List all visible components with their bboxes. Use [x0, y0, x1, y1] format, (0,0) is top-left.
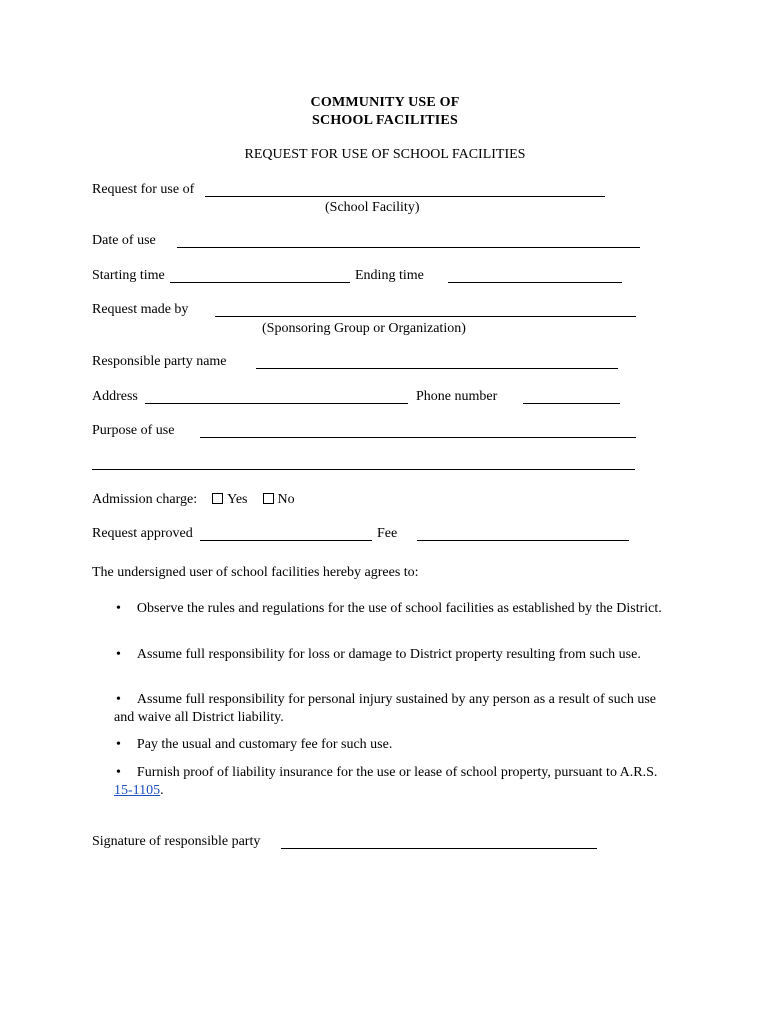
no-checkbox[interactable]: [263, 493, 274, 504]
school-facility-caption: (School Facility): [325, 200, 420, 215]
admission-label: Admission charge:: [92, 492, 198, 507]
bullet-icon: •: [116, 737, 121, 752]
bullet-icon: •: [116, 601, 121, 616]
signature-input-line[interactable]: [281, 848, 597, 849]
agreement-item-text: Furnish proof of liability insurance for the use or lease of school property, pursuant to A.R.S.: [136, 765, 658, 780]
starting-time-input-line[interactable]: [170, 282, 350, 283]
phone-input-line[interactable]: [523, 403, 620, 404]
purpose-continuation-line[interactable]: [92, 469, 635, 470]
sponsoring-caption: (Sponsoring Group or Organization): [262, 321, 466, 336]
purpose-input-line[interactable]: [200, 437, 636, 438]
request-for-use-label: Request for use of: [92, 182, 195, 197]
address-label: Address: [92, 389, 138, 404]
responsible-party-input-line[interactable]: [256, 368, 618, 369]
agreement-intro: The undersigned user of school facilities hereby agrees to:: [92, 565, 419, 580]
admission-row: [92, 491, 295, 509]
yes-label: Yes: [227, 492, 248, 507]
bullet-icon: •: [116, 765, 121, 780]
agreement-item-text: Assume full responsibility for loss or damage to District property resulting from such use.: [136, 647, 641, 662]
agreement-item-text: Observe the rules and regulations for the use of school facilities as established by the District.: [136, 601, 662, 616]
bullet-icon: •: [116, 692, 121, 707]
bullet-icon: •: [116, 647, 121, 662]
address-input-line[interactable]: [145, 403, 408, 404]
agreement-item-2: [114, 646, 674, 664]
agreement-item-1: [114, 600, 674, 618]
request-approved-input-line[interactable]: [200, 540, 372, 541]
request-made-by-input-line[interactable]: [215, 316, 636, 317]
agreement-item-text: Pay the usual and customary fee for such use.: [136, 737, 393, 752]
ending-time-label: Ending time: [355, 268, 424, 283]
form-title-line1: COMMUNITY USE OF: [310, 95, 460, 110]
date-of-use-label: Date of use: [92, 233, 156, 248]
agreement-item-text: Assume full responsibility for personal injury sustained by any person as a result of such use and waive all District liability.: [114, 692, 656, 725]
no-label: No: [277, 492, 295, 507]
agreement-item-5: [114, 764, 674, 800]
signature-label: Signature of responsible party: [92, 834, 261, 849]
date-of-use-input-line[interactable]: [177, 247, 640, 248]
responsible-party-label: Responsible party name: [92, 354, 227, 369]
form-subtitle: REQUEST FOR USE OF SCHOOL FACILITIES: [244, 147, 526, 162]
yes-checkbox[interactable]: [212, 493, 223, 504]
agreement-item-end: .: [160, 783, 164, 798]
phone-label: Phone number: [416, 389, 498, 404]
starting-time-label: Starting time: [92, 268, 165, 283]
statute-link[interactable]: 15-1105: [114, 783, 161, 798]
purpose-label: Purpose of use: [92, 423, 175, 438]
school-facility-input-line[interactable]: [205, 196, 605, 197]
ending-time-input-line[interactable]: [448, 282, 622, 283]
fee-label: Fee: [377, 526, 398, 541]
request-made-by-label: Request made by: [92, 302, 189, 317]
fee-input-line[interactable]: [417, 540, 629, 541]
agreement-item-4: [114, 736, 674, 754]
request-approved-label: Request approved: [92, 526, 193, 541]
agreement-item-3: [114, 691, 674, 727]
form-title-line2: SCHOOL FACILITIES: [312, 113, 458, 128]
